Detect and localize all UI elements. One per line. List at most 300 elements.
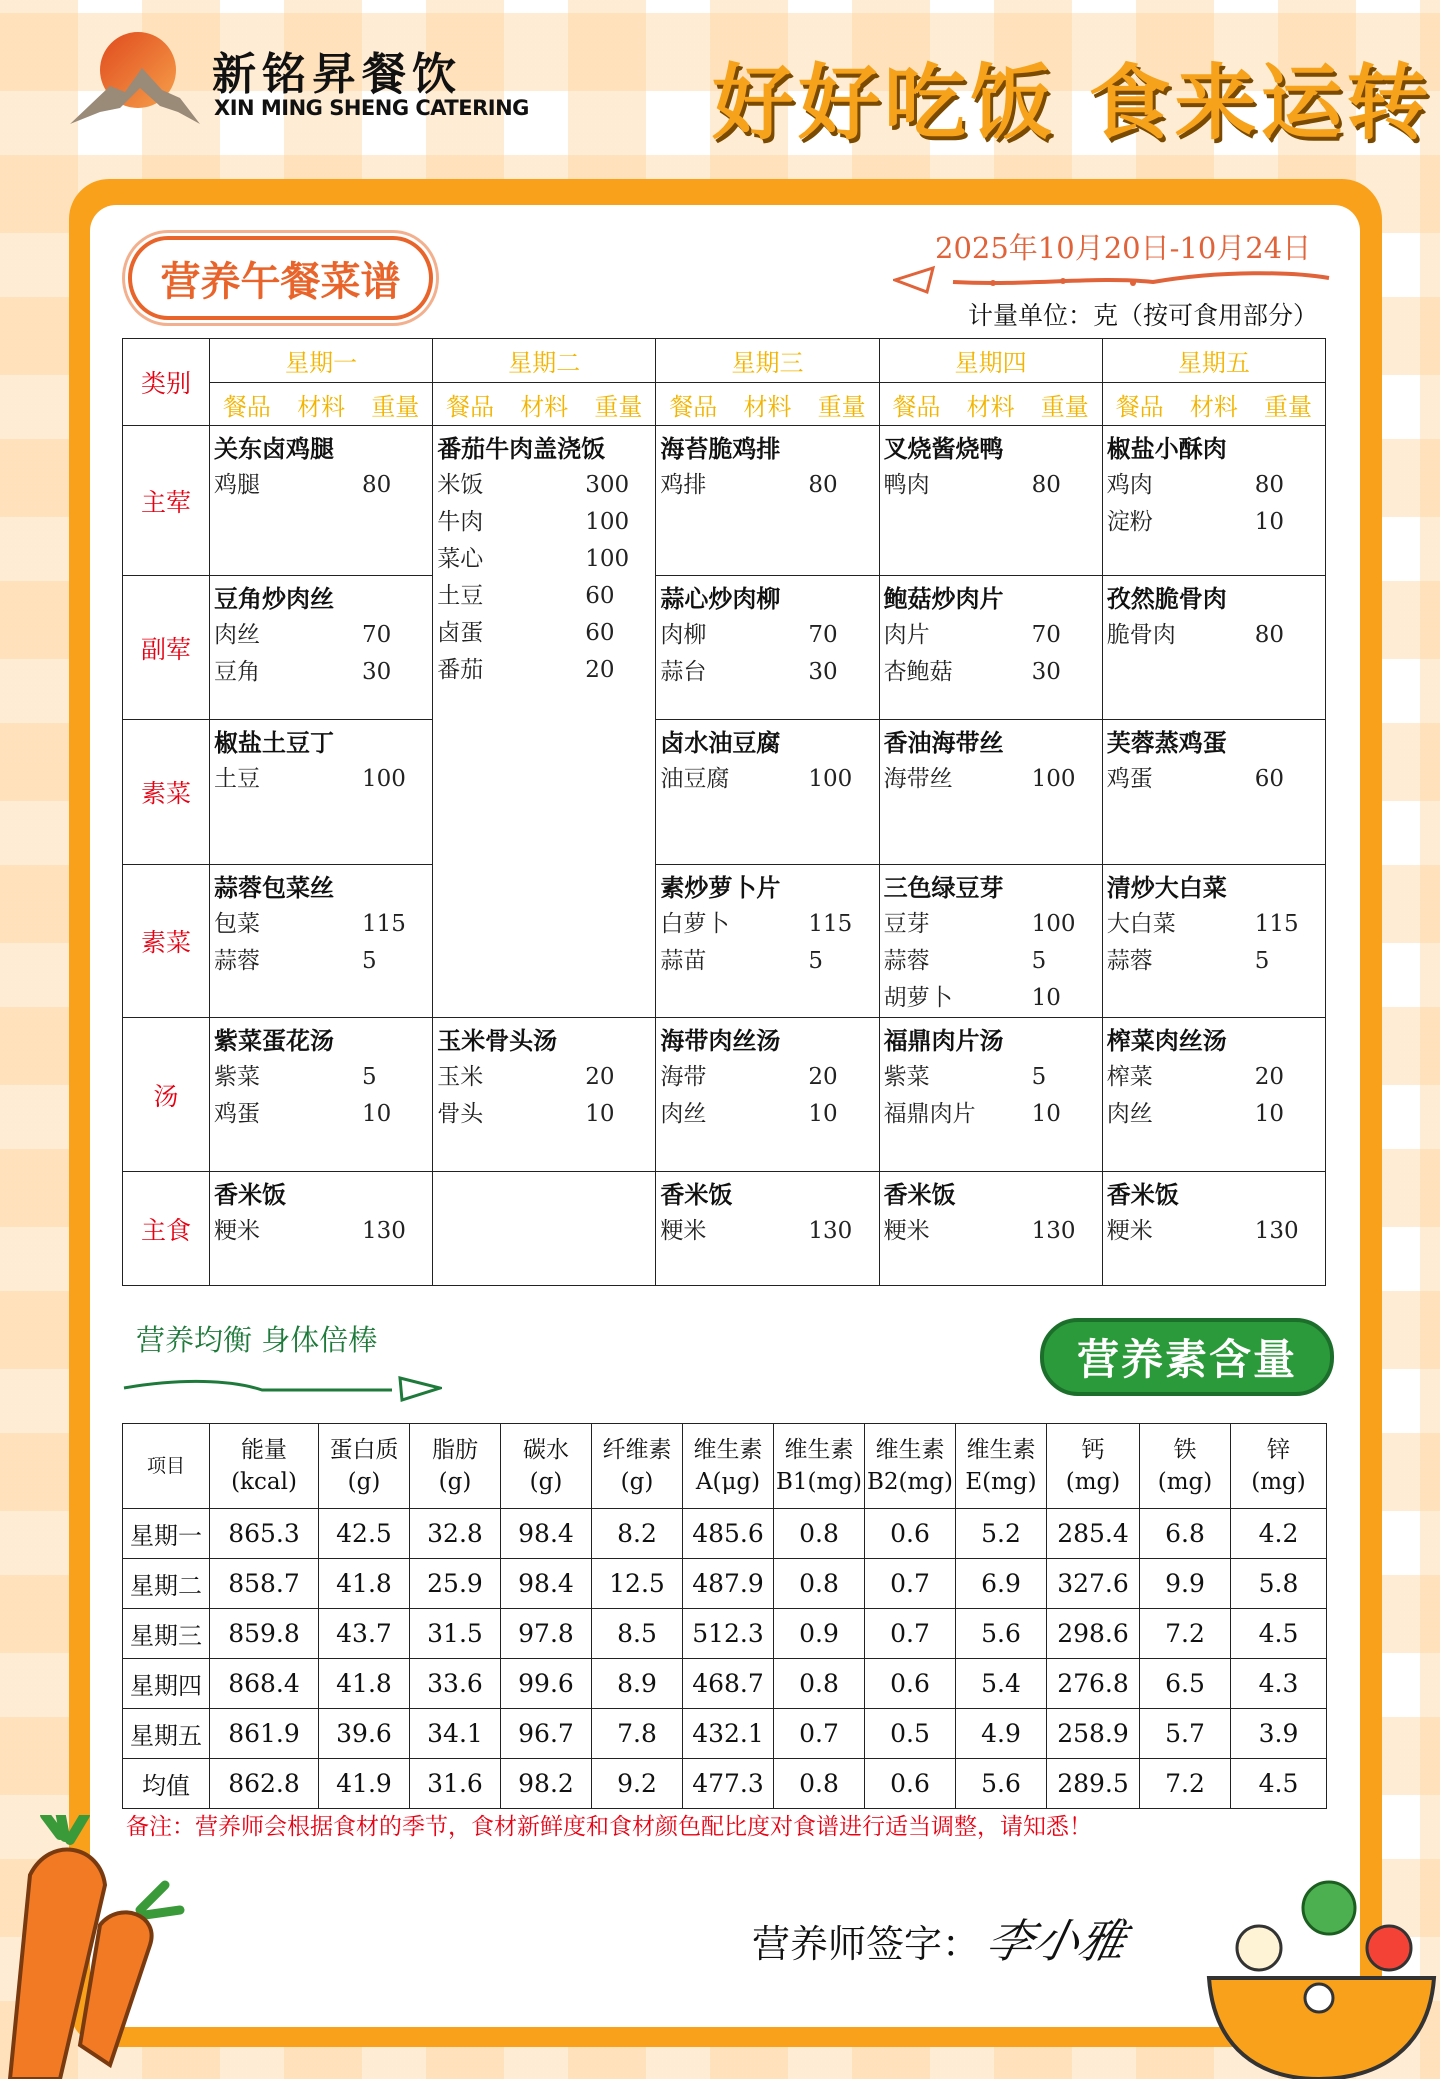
sub-header: 材料: [1177, 383, 1251, 426]
nutrient-value: 7.2: [1140, 1609, 1231, 1659]
dish-name: 鲍菇炒肉片: [883, 584, 1004, 613]
nutrient-value: 0.5: [865, 1709, 956, 1759]
sub-header: 重量: [581, 383, 655, 426]
ingredient-name: 油豆腐: [660, 766, 730, 792]
category-label: 素菜: [123, 865, 210, 1018]
ingredient-weight: 70: [1031, 622, 1061, 648]
header-unit: (g): [620, 1469, 654, 1495]
category-label: 汤: [123, 1018, 210, 1172]
nutrient-value: 6.5: [1140, 1659, 1231, 1709]
nutrient-value: 868.4: [210, 1659, 319, 1709]
sub-header: 重量: [358, 383, 432, 426]
ingredient-row: [660, 761, 878, 798]
ingredient-weight: 5: [1031, 948, 1047, 974]
nutrient-value: 861.9: [210, 1709, 319, 1759]
ingredient-name: 紫菜: [883, 1064, 930, 1090]
ingredient-name: 粳米: [883, 1218, 930, 1244]
ingredient-weight: 100: [808, 766, 853, 792]
ingredient-row: [437, 1096, 655, 1133]
ingredient-weight: 30: [1031, 659, 1061, 685]
carrot-illustration-icon: [0, 1815, 200, 2079]
nutrition-row: [123, 1759, 1327, 1809]
ingredient-row: [1107, 761, 1325, 798]
ingredient-name: 蒜蓉: [214, 948, 260, 974]
ingredient-weight: 130: [808, 1218, 853, 1244]
day-header: 星期一: [210, 339, 433, 383]
nutrition-row: [123, 1609, 1327, 1659]
nutrient-value: 8.2: [592, 1509, 683, 1559]
ingredient-name: 蒜蓉: [1106, 948, 1153, 974]
header-name: 蛋白质: [329, 1437, 399, 1463]
nutrient-value: 33.6: [410, 1659, 501, 1709]
ingredient-name: 粳米: [1106, 1218, 1153, 1244]
header-name: 维生素: [784, 1437, 854, 1463]
header-name: 维生素: [875, 1437, 945, 1463]
menu-cell: [433, 426, 656, 1018]
ingredient-row: [1107, 906, 1325, 943]
menu-subheader-row: [123, 383, 1326, 426]
sub-header: 餐品: [1102, 383, 1176, 426]
ingredient-row: [437, 467, 655, 504]
ingredient-name: 肉丝: [660, 1101, 707, 1127]
header-unit: (mg): [1065, 1469, 1121, 1495]
dish-name: 番茄牛肉盖浇饭: [437, 434, 606, 463]
nutrient-value: 0.6: [865, 1509, 956, 1559]
nutrition-table: [122, 1423, 1327, 1809]
nutrient-value: 0.7: [865, 1559, 956, 1609]
ingredient-row: [884, 617, 1102, 654]
header-name: 碳水: [523, 1437, 569, 1463]
ingredient-name: 杏鲍菇: [883, 659, 953, 685]
nutrient-value: 0.8: [774, 1559, 865, 1609]
nutrient-value: 0.8: [774, 1509, 865, 1559]
ingredient-row: [214, 1059, 432, 1096]
ingredient-weight: 115: [1254, 911, 1299, 937]
menu-cell: [656, 426, 879, 576]
nutrient-value: 6.8: [1140, 1509, 1231, 1559]
nutrition-header: [774, 1424, 865, 1509]
ingredient-weight: 60: [585, 620, 615, 646]
ingredient-name: 肉丝: [1106, 1101, 1153, 1127]
ingredient-row: [660, 1059, 878, 1096]
ingredient-weight: 20: [585, 1064, 615, 1090]
dish-name: 芙蓉蒸鸡蛋: [1106, 728, 1227, 757]
ingredient-weight: 80: [1254, 622, 1285, 648]
ingredient-weight: 100: [585, 509, 630, 535]
ingredient-weight: 10: [585, 1101, 615, 1127]
sub-header: 重量: [805, 383, 879, 426]
nutrient-value: 485.6: [683, 1509, 774, 1559]
day-header: 星期五: [1102, 339, 1325, 383]
ingredient-weight: 70: [808, 622, 838, 648]
ingredient-row: [214, 906, 432, 943]
ingredient-row: [1107, 1213, 1325, 1250]
header-name: 纤维素: [602, 1437, 672, 1463]
dish-name: 关东卤鸡腿: [214, 434, 334, 463]
ingredient-row: [660, 943, 878, 980]
sub-header: 材料: [284, 383, 358, 426]
nutrient-value: 39.6: [319, 1709, 410, 1759]
menu-cell: [210, 1172, 433, 1286]
nutrient-value: 4.9: [956, 1709, 1047, 1759]
ingredient-row: [1107, 617, 1325, 654]
nutrient-value: 32.8: [410, 1509, 501, 1559]
ingredient-name: 卤蛋: [437, 620, 484, 646]
ingredient-weight: 130: [362, 1218, 406, 1244]
menu-row: [123, 1172, 1326, 1286]
header-unit: (kcal): [231, 1469, 297, 1495]
row-label: 星期三: [123, 1609, 210, 1659]
ingredient-row: [660, 1096, 878, 1133]
row-label: 星期四: [123, 1659, 210, 1709]
nutrition-header: [319, 1424, 410, 1509]
ingredient-weight: 130: [1254, 1218, 1299, 1244]
ingredient-weight: 10: [1031, 1101, 1061, 1127]
menu-cell: [879, 576, 1102, 720]
nutrient-value: 5.8: [1231, 1559, 1327, 1609]
dish-name: 福鼎肉片汤: [883, 1026, 1004, 1055]
header-name: 维生素: [966, 1437, 1036, 1463]
nutrition-header: [865, 1424, 956, 1509]
sub-header: 材料: [953, 383, 1027, 426]
nutrient-value: 8.5: [592, 1609, 683, 1659]
nutrient-value: 98.4: [501, 1559, 592, 1609]
ingredient-name: 海带丝: [883, 766, 953, 792]
category-header: 类别: [123, 339, 210, 426]
menu-cell: [1102, 720, 1325, 865]
ingredient-weight: 80: [362, 472, 392, 498]
nutrition-row: [123, 1559, 1327, 1609]
nutrition-row: [123, 1659, 1327, 1709]
ingredient-name: 土豆: [214, 766, 260, 792]
header-unit: (g): [347, 1469, 381, 1495]
ingredient-weight: 5: [1254, 948, 1270, 974]
nutrition-header: [1047, 1424, 1140, 1509]
row-label: 均值: [123, 1759, 210, 1809]
nutrient-value: 0.6: [865, 1759, 956, 1809]
sub-header: 重量: [1251, 383, 1325, 426]
nutrient-value: 4.5: [1231, 1609, 1327, 1659]
brand-name-cn: 新铭昇餐饮: [212, 49, 462, 100]
dish-name: 香米饭: [660, 1180, 733, 1209]
menu-cell: [656, 720, 879, 865]
ingredient-row: [214, 1213, 432, 1250]
nutrition-header: [956, 1424, 1047, 1509]
ingredient-name: 肉丝: [214, 622, 260, 648]
nutrient-value: 97.8: [501, 1609, 592, 1659]
ingredient-row: [437, 578, 655, 615]
nutrient-value: 5.4: [956, 1659, 1047, 1709]
ingredient-name: 白萝卜: [660, 911, 730, 937]
menu-row: [123, 865, 1326, 1018]
nutrient-value: 477.3: [683, 1759, 774, 1809]
sub-header: 重量: [1028, 383, 1102, 426]
nutrition-row: [123, 1509, 1327, 1559]
ingredient-row: [884, 467, 1102, 504]
ingredient-row: [214, 617, 432, 654]
ingredient-name: 菜心: [437, 546, 484, 572]
nutrient-value: 31.5: [410, 1609, 501, 1659]
ingredient-weight: 130: [1031, 1218, 1076, 1244]
ingredient-name: 米饭: [437, 472, 484, 498]
ingredient-weight: 20: [585, 657, 615, 683]
ingredient-row: [437, 615, 655, 652]
ingredient-weight: 60: [585, 583, 615, 609]
nutrient-value: 31.6: [410, 1759, 501, 1809]
ingredient-name: 蒜蓉: [883, 948, 930, 974]
nutrient-value: 5.6: [956, 1759, 1047, 1809]
nutrition-slogan: 营养均衡 身体倍棒: [136, 1323, 378, 1357]
nutrient-value: 5.2: [956, 1509, 1047, 1559]
ingredient-row: [884, 980, 1102, 1017]
nutrient-value: 9.2: [592, 1759, 683, 1809]
menu-cell: [210, 576, 433, 720]
nutrient-value: 0.6: [865, 1659, 956, 1709]
dish-name: 紫菜蛋花汤: [214, 1026, 334, 1055]
ingredient-name: 骨头: [437, 1101, 484, 1127]
paper-plane-arrow-icon: [893, 262, 1333, 298]
ingredient-name: 番茄: [437, 657, 484, 683]
nutrient-value: 865.3: [210, 1509, 319, 1559]
menu-cell: [1102, 426, 1325, 576]
nutrient-value: 327.6: [1047, 1559, 1140, 1609]
nutrient-value: 99.6: [501, 1659, 592, 1709]
dish-name: 叉烧酱烧鸭: [883, 434, 1004, 463]
ingredient-row: [660, 1213, 878, 1250]
sub-header: 餐品: [879, 383, 953, 426]
nutrition-header: [501, 1424, 592, 1509]
ingredient-name: 土豆: [437, 583, 484, 609]
ingredient-row: [660, 654, 878, 691]
nutrient-value: 858.7: [210, 1559, 319, 1609]
header-unit: A(μg): [695, 1469, 761, 1495]
ingredient-name: 紫菜: [214, 1064, 260, 1090]
ingredient-name: 榨菜: [1106, 1064, 1153, 1090]
header-slogan: 好好吃饭 食来运转: [712, 56, 1433, 151]
ingredient-row: [437, 504, 655, 541]
ingredient-weight: 70: [362, 622, 392, 648]
ingredient-row: [437, 1059, 655, 1096]
nutrient-value: 859.8: [210, 1609, 319, 1659]
ingredient-row: [884, 906, 1102, 943]
nutrient-value: 98.4: [501, 1509, 592, 1559]
nutrient-value: 7.8: [592, 1709, 683, 1759]
header-name: 维生素: [693, 1437, 763, 1463]
ingredient-row: [1107, 467, 1325, 504]
ingredient-weight: 10: [1031, 985, 1061, 1011]
header-name: 能量: [241, 1437, 287, 1463]
ingredient-row: [1107, 943, 1325, 980]
ingredient-name: 粳米: [214, 1218, 260, 1244]
ingredient-weight: 5: [808, 948, 824, 974]
ingredient-name: 豆芽: [883, 911, 930, 937]
ingredient-weight: 60: [1254, 766, 1285, 792]
dish-name: 海带肉丝汤: [660, 1026, 781, 1055]
day-header: 星期四: [879, 339, 1102, 383]
row-label: 星期一: [123, 1509, 210, 1559]
ingredient-row: [214, 761, 432, 798]
ingredient-row: [214, 467, 432, 504]
ingredient-name: 鸡蛋: [214, 1101, 260, 1127]
ingredient-weight: 20: [1254, 1064, 1285, 1090]
ingredient-weight: 115: [808, 911, 853, 937]
ingredient-name: 蒜台: [660, 659, 707, 685]
dish-name: 三色绿豆芽: [883, 873, 1004, 902]
nutrition-header: [1231, 1424, 1327, 1509]
ingredient-weight: 10: [1254, 509, 1285, 535]
menu-row: [123, 720, 1326, 865]
menu-table: [122, 338, 1326, 1286]
ingredient-name: 鸡腿: [214, 472, 260, 498]
ingredient-name: 粳米: [660, 1218, 707, 1244]
nutrition-row: [123, 1709, 1327, 1759]
ingredient-weight: 80: [1254, 472, 1285, 498]
nutrient-value: 41.9: [319, 1759, 410, 1809]
ingredient-weight: 30: [808, 659, 838, 685]
nutrition-header: [123, 1424, 210, 1509]
ingredient-row: [1107, 1059, 1325, 1096]
header-name: 铁: [1173, 1437, 1197, 1463]
ingredient-row: [214, 943, 432, 980]
nutrient-value: 9.9: [1140, 1559, 1231, 1609]
nutrient-value: 4.2: [1231, 1509, 1327, 1559]
ingredient-name: 豆角: [214, 659, 260, 685]
header-name: 锌: [1267, 1437, 1290, 1463]
menu-cell: [1102, 576, 1325, 720]
dish-name: 海苔脆鸡排: [660, 434, 781, 463]
ingredient-name: 大白菜: [1106, 911, 1176, 937]
dish-name: 素炒萝卜片: [660, 873, 781, 902]
unit-note: 计量单位：克（按可食用部分）: [968, 301, 1319, 330]
nutrient-value: 285.4: [1047, 1509, 1140, 1559]
dish-name: 豆角炒肉丝: [214, 584, 334, 613]
menu-title-badge: 营养午餐菜谱: [128, 236, 433, 320]
ingredient-name: 肉柳: [660, 622, 707, 648]
ingredient-name: 蒜苗: [660, 948, 707, 974]
nutrition-title-badge: 营养素含量: [1040, 1318, 1334, 1396]
menu-cell: [656, 576, 879, 720]
ingredient-weight: 115: [362, 911, 406, 937]
dish-name: 香油海带丝: [883, 728, 1004, 757]
day-header: 星期三: [656, 339, 879, 383]
ingredient-weight: 10: [362, 1101, 392, 1127]
day-header: 星期二: [433, 339, 656, 383]
nutrient-value: 276.8: [1047, 1659, 1140, 1709]
dish-name: 清炒大白菜: [1106, 873, 1227, 902]
ingredient-row: [884, 761, 1102, 798]
menu-cell: [433, 1172, 656, 1286]
ingredient-row: [214, 654, 432, 691]
menu-cell: [656, 865, 879, 1018]
menu-cell: [879, 1172, 1102, 1286]
green-arrow-line-icon: [122, 1370, 442, 1406]
nutrient-value: 8.9: [592, 1659, 683, 1709]
ingredient-name: 包菜: [214, 911, 260, 937]
ingredient-name: 福鼎肉片: [883, 1101, 976, 1127]
header-unit: E(mg): [965, 1469, 1037, 1495]
nutrient-value: 0.8: [774, 1759, 865, 1809]
ingredient-row: [884, 1213, 1102, 1250]
dish-name: 椒盐小酥肉: [1106, 434, 1227, 463]
nutrient-value: 862.8: [210, 1759, 319, 1809]
ingredient-name: 淀粉: [1106, 509, 1153, 535]
category-label: 副荤: [123, 576, 210, 720]
row-label: 星期五: [123, 1709, 210, 1759]
nutrient-value: 468.7: [683, 1659, 774, 1709]
menu-cell: [433, 1018, 656, 1172]
ingredient-weight: 5: [1031, 1064, 1047, 1090]
menu-cell: [656, 1018, 879, 1172]
header-unit: B1(mg): [775, 1469, 862, 1495]
nutrition-header-row: [123, 1424, 1327, 1509]
header-name: 项目: [146, 1455, 185, 1477]
ingredient-weight: 20: [808, 1064, 838, 1090]
ingredient-row: [437, 652, 655, 689]
ingredient-weight: 300: [585, 472, 630, 498]
ingredient-name: 鸡排: [660, 472, 707, 498]
ingredient-row: [1107, 1096, 1325, 1133]
nutrient-value: 98.2: [501, 1759, 592, 1809]
nutrient-value: 12.5: [592, 1559, 683, 1609]
menu-cell: [1102, 865, 1325, 1018]
menu-row: [123, 426, 1326, 576]
remark-note: 备注：营养师会根据食材的季节，食材新鲜度和食材颜色配比度对食谱进行适当调整，请知悉！: [126, 1814, 1092, 1840]
food-bowl-illustration-icon: [1199, 1868, 1440, 2079]
ingredient-name: 鸭肉: [883, 472, 930, 498]
header-unit: (g): [529, 1469, 563, 1495]
nutrient-value: 96.7: [501, 1709, 592, 1759]
nutrient-value: 0.8: [774, 1659, 865, 1709]
nutrient-value: 258.9: [1047, 1709, 1140, 1759]
nutrient-value: 0.7: [865, 1609, 956, 1659]
nutrition-header: [1140, 1424, 1231, 1509]
menu-cell: [879, 1018, 1102, 1172]
nutrient-value: 5.7: [1140, 1709, 1231, 1759]
category-label: 素菜: [123, 720, 210, 865]
dish-name: 香米饭: [1106, 1180, 1179, 1209]
dish-name: 香米饭: [883, 1180, 956, 1209]
menu-cell: [656, 1172, 879, 1286]
ingredient-weight: 100: [362, 766, 406, 792]
nutrient-value: 512.3: [683, 1609, 774, 1659]
nutrient-value: 3.9: [1231, 1709, 1327, 1759]
logo-mountain-sun-icon: [70, 28, 205, 128]
sub-header: 餐品: [433, 383, 507, 426]
dish-name: 椒盐土豆丁: [214, 728, 334, 757]
ingredient-weight: 30: [362, 659, 392, 685]
ingredient-row: [437, 541, 655, 578]
ingredient-row: [660, 467, 878, 504]
ingredient-name: 玉米: [437, 1064, 484, 1090]
nutrient-value: 25.9: [410, 1559, 501, 1609]
menu-row: [123, 1018, 1326, 1172]
ingredient-row: [214, 1096, 432, 1133]
ingredient-name: 牛肉: [437, 509, 484, 535]
dish-name: 玉米骨头汤: [437, 1026, 558, 1055]
menu-cell: [210, 865, 433, 1018]
ingredient-name: 肉片: [883, 622, 930, 648]
dish-name: 蒜心炒肉柳: [660, 584, 781, 613]
brand-name-en: XIN MING SHENG CATERING: [214, 96, 529, 120]
ingredient-name: 脆骨肉: [1106, 622, 1176, 648]
dietitian-signature: 李小雅: [981, 1914, 1132, 1968]
nutrient-value: 0.9: [774, 1609, 865, 1659]
menu-cell: [879, 720, 1102, 865]
nutrition-header: [683, 1424, 774, 1509]
ingredient-row: [660, 906, 878, 943]
ingredient-weight: 100: [1031, 766, 1076, 792]
ingredient-name: 鸡蛋: [1106, 766, 1153, 792]
